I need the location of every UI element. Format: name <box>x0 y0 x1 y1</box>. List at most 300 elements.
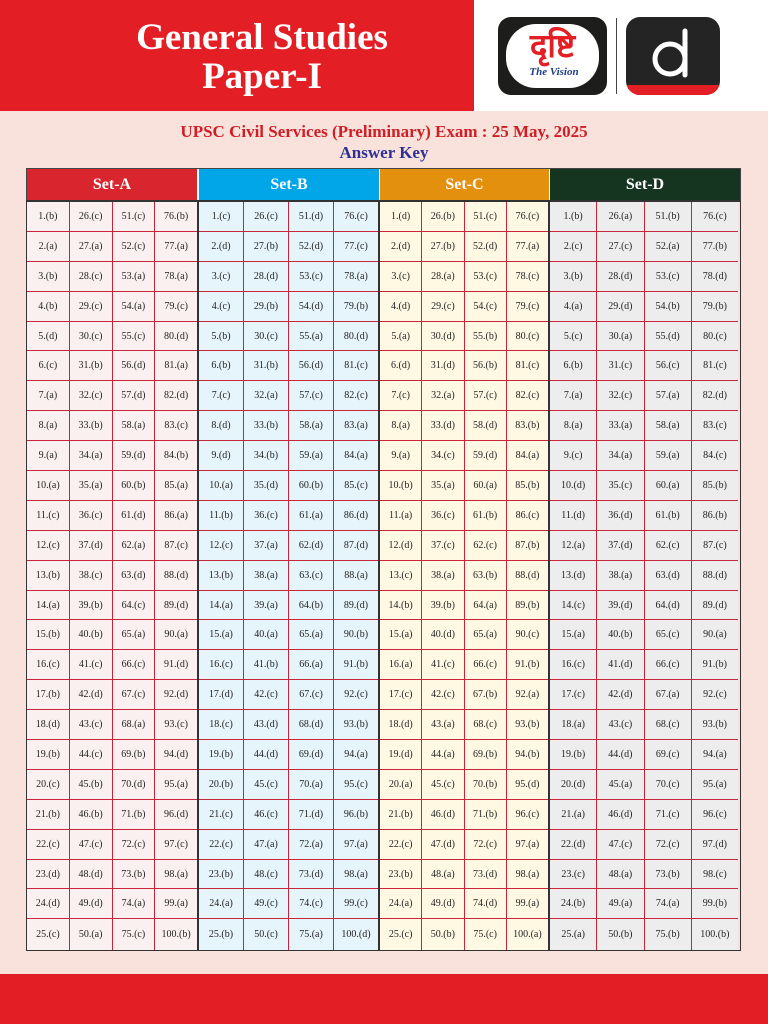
answer-cell: 26.(c) <box>244 202 289 231</box>
table-row <box>27 740 197 770</box>
answer-cell: 79.(b) <box>343 300 369 312</box>
answer-cell: 22.(d) <box>550 830 597 859</box>
answer-cell: 84.(c) <box>703 450 727 462</box>
table-row <box>199 561 378 591</box>
table-row <box>380 591 548 621</box>
answer-cell: 45.(c) <box>422 770 464 799</box>
answer-cell: 68.(c) <box>465 710 507 739</box>
answer-cell: 48.(c) <box>244 860 289 889</box>
table-row <box>550 561 738 591</box>
answer-cell: 61.(d) <box>113 501 156 530</box>
answer-cell: 17.(c) <box>550 680 597 709</box>
answer-cell: 38.(a) <box>597 561 644 590</box>
answer-cell: 16.(c) <box>27 650 70 679</box>
answer-cell: 46.(c) <box>244 800 289 829</box>
answer-cell: 47.(c) <box>70 830 113 859</box>
answer-cell: 19.(d) <box>380 740 422 769</box>
table-row <box>199 411 378 441</box>
answer-cell: 51.(c) <box>113 202 156 231</box>
answer-cell: 19.(b) <box>550 740 597 769</box>
table-row <box>550 202 738 232</box>
answer-cell: 87.(c) <box>164 539 188 551</box>
set-d-answers <box>550 202 738 950</box>
table-row <box>550 830 738 860</box>
answer-cell: 56.(c) <box>645 351 692 380</box>
answer-cell: 69.(c) <box>645 740 692 769</box>
answer-cell: 23.(b) <box>380 860 422 889</box>
table-row <box>380 830 548 860</box>
answer-cell: 13.(b) <box>199 561 244 590</box>
answer-cell: 4.(b) <box>27 292 70 321</box>
answer-cell: 94.(a) <box>703 748 727 760</box>
table-row <box>380 441 548 471</box>
set-a-header: Set-A <box>27 169 199 200</box>
page-title-line2: Paper-I <box>202 56 322 97</box>
answer-cell: 81.(c) <box>344 360 368 372</box>
answer-cell: 8.(a) <box>27 411 70 440</box>
answer-cell: 55.(d) <box>645 322 692 351</box>
answer-cell: 88.(d) <box>164 569 189 581</box>
answer-cell: 64.(d) <box>645 591 692 620</box>
table-row <box>550 680 738 710</box>
answer-cell: 27.(c) <box>597 232 644 261</box>
answer-cell: 88.(d) <box>515 569 540 581</box>
answer-cell: 74.(a) <box>113 889 156 918</box>
answer-cell: 44.(d) <box>597 740 644 769</box>
answer-cell: 94.(a) <box>344 748 368 760</box>
table-row <box>27 381 197 411</box>
answer-cell: 28.(d) <box>244 262 289 291</box>
answer-cell: 37.(d) <box>70 531 113 560</box>
answer-cell: 19.(b) <box>27 740 70 769</box>
drishti-logo-script: दृष्टि <box>529 26 576 65</box>
answer-cell: 78.(c) <box>515 270 540 282</box>
answer-cell: 33.(d) <box>422 411 464 440</box>
answer-cell: 87.(d) <box>343 539 369 551</box>
table-row <box>199 680 378 710</box>
table-row <box>550 620 738 650</box>
table-row <box>27 441 197 471</box>
answer-cell: 76.(b) <box>164 210 189 222</box>
answer-cell: 86.(d) <box>343 509 369 521</box>
answer-cell: 36.(c) <box>70 501 113 530</box>
answer-cell: 15.(b) <box>27 620 70 649</box>
answer-cell: 56.(d) <box>289 351 334 380</box>
answer-cell: 60.(b) <box>289 471 334 500</box>
table-row <box>380 262 548 292</box>
answer-cell: 39.(a) <box>244 591 289 620</box>
answer-cell: 79.(b) <box>702 300 727 312</box>
answer-cell: 48.(a) <box>422 860 464 889</box>
table-row <box>27 232 197 262</box>
answer-cell: 77.(b) <box>702 240 727 252</box>
answer-cell: 24.(d) <box>27 889 70 918</box>
answer-cell: 93.(b) <box>702 719 727 731</box>
answer-cell: 56.(b) <box>465 351 507 380</box>
table-row <box>380 740 548 770</box>
table-row <box>27 860 197 890</box>
set-b-answers <box>199 202 380 950</box>
answer-cell: 25.(a) <box>550 919 597 950</box>
answer-cell: 24.(a) <box>380 889 422 918</box>
set-b-header: Set-B <box>199 169 380 200</box>
table-row <box>550 919 738 950</box>
table-row <box>199 620 378 650</box>
answer-cell: 32.(a) <box>244 381 289 410</box>
answer-cell: 43.(c) <box>70 710 113 739</box>
table-row <box>199 292 378 322</box>
answer-cell: 67.(c) <box>113 680 156 709</box>
answer-cell: 92.(c) <box>344 689 368 701</box>
answer-cell: 27.(b) <box>422 232 464 261</box>
answer-cell: 72.(c) <box>113 830 156 859</box>
answer-cell: 31.(b) <box>70 351 113 380</box>
answer-cell: 14.(c) <box>550 591 597 620</box>
answer-cell: 49.(a) <box>597 889 644 918</box>
answer-cell: 15.(a) <box>380 620 422 649</box>
table-row <box>550 292 738 322</box>
answer-cell: 8.(a) <box>550 411 597 440</box>
table-row <box>550 411 738 441</box>
page-title-line1: General Studies <box>136 17 388 58</box>
answer-cell: 95.(a) <box>164 778 188 790</box>
answer-cell: 51.(c) <box>465 202 507 231</box>
answer-cell: 35.(a) <box>422 471 464 500</box>
answer-cell: 17.(c) <box>380 680 422 709</box>
answer-cell: 44.(a) <box>422 740 464 769</box>
table-row <box>550 860 738 890</box>
answer-cell: 95.(a) <box>703 778 727 790</box>
answer-cell: 7.(a) <box>550 381 597 410</box>
table-row <box>199 650 378 680</box>
answer-cell: 30.(a) <box>597 322 644 351</box>
answer-cell: 54.(d) <box>289 292 334 321</box>
answer-key-table <box>26 168 741 952</box>
answer-cell: 91.(b) <box>515 659 540 671</box>
answer-cell: 80.(d) <box>343 330 369 342</box>
answer-cell: 94.(b) <box>515 748 540 760</box>
answer-cell: 53.(a) <box>113 262 156 291</box>
answer-cell: 2.(a) <box>27 232 70 261</box>
table-row <box>27 800 197 830</box>
table-row <box>550 800 738 830</box>
answer-cell: 86.(a) <box>164 509 188 521</box>
answer-cell: 46.(d) <box>422 800 464 829</box>
answer-cell: 91.(b) <box>343 659 369 671</box>
table-row <box>199 202 378 232</box>
answer-cell: 63.(d) <box>113 561 156 590</box>
answer-cell: 72.(c) <box>645 830 692 859</box>
answer-cell: 47.(c) <box>597 830 644 859</box>
answer-cell: 20.(a) <box>380 770 422 799</box>
answer-cell: 18.(c) <box>199 710 244 739</box>
answer-cell: 54.(a) <box>113 292 156 321</box>
answer-cell: 69.(b) <box>113 740 156 769</box>
table-row <box>27 620 197 650</box>
answer-cell: 92.(c) <box>703 689 727 701</box>
answer-cell: 35.(a) <box>70 471 113 500</box>
answer-cell: 85.(a) <box>164 479 188 491</box>
table-row <box>27 889 197 919</box>
answer-cell: 54.(c) <box>465 292 507 321</box>
answer-cell: 59.(a) <box>289 441 334 470</box>
answer-cell: 58.(a) <box>289 411 334 440</box>
answer-cell: 35.(d) <box>244 471 289 500</box>
answer-cell: 77.(a) <box>515 240 540 252</box>
answer-cell: 50.(b) <box>597 919 644 950</box>
answer-cell: 81.(c) <box>515 360 540 372</box>
answer-cell: 7.(c) <box>199 381 244 410</box>
answer-cell: 5.(c) <box>550 322 597 351</box>
answer-cell: 67.(b) <box>465 680 507 709</box>
answer-cell: 69.(b) <box>465 740 507 769</box>
table-row <box>27 292 197 322</box>
answer-cell: 46.(b) <box>70 800 113 829</box>
answer-cell: 75.(a) <box>289 919 334 950</box>
answer-cell: 40.(b) <box>597 620 644 649</box>
answer-cell: 81.(a) <box>164 360 188 372</box>
answer-cell: 59.(d) <box>465 441 507 470</box>
answer-cell: 98.(a) <box>164 868 188 880</box>
answer-cell: 10.(a) <box>27 471 70 500</box>
answer-cell: 26.(a) <box>597 202 644 231</box>
table-row <box>199 889 378 919</box>
table-row <box>199 351 378 381</box>
table-row <box>199 262 378 292</box>
answer-cell: 29.(c) <box>422 292 464 321</box>
table-row <box>199 441 378 471</box>
answer-cell: 31.(c) <box>597 351 644 380</box>
answer-cell: 8.(d) <box>199 411 244 440</box>
answer-cell: 65.(a) <box>289 620 334 649</box>
table-row <box>199 381 378 411</box>
table-row <box>27 411 197 441</box>
answer-cell: 50.(c) <box>244 919 289 950</box>
answer-cell: 52.(d) <box>465 232 507 261</box>
answer-cell: 71.(d) <box>289 800 334 829</box>
answer-cell: 77.(c) <box>344 240 368 252</box>
answer-cell: 66.(c) <box>645 650 692 679</box>
answer-cell: 44.(c) <box>70 740 113 769</box>
answer-cell: 12.(c) <box>199 531 244 560</box>
answer-cell: 16.(c) <box>199 650 244 679</box>
answer-cell: 55.(b) <box>465 322 507 351</box>
answer-cell: 98.(a) <box>515 868 540 880</box>
table-row <box>380 650 548 680</box>
answer-cell: 90.(a) <box>703 629 727 641</box>
answer-cell: 13.(b) <box>27 561 70 590</box>
answer-cell: 14.(a) <box>27 591 70 620</box>
answer-cell: 30.(c) <box>70 322 113 351</box>
table-row <box>27 830 197 860</box>
answer-cell: 11.(d) <box>550 501 597 530</box>
answer-cell: 94.(d) <box>164 748 189 760</box>
answer-cell: 81.(c) <box>703 360 727 372</box>
answer-cell: 21.(b) <box>27 800 70 829</box>
page-title <box>0 18 524 96</box>
answer-cell: 73.(d) <box>465 860 507 889</box>
table-row <box>550 381 738 411</box>
answer-cell: 74.(c) <box>289 889 334 918</box>
answer-cell: 38.(c) <box>70 561 113 590</box>
answer-cell: 78.(d) <box>702 270 727 282</box>
table-row <box>380 770 548 800</box>
answer-cell: 42.(d) <box>70 680 113 709</box>
answer-cell: 17.(d) <box>199 680 244 709</box>
answer-cell: 39.(b) <box>422 591 464 620</box>
answer-cell: 97.(a) <box>344 838 368 850</box>
answer-cell: 29.(b) <box>244 292 289 321</box>
table-row <box>199 830 378 860</box>
answer-cell: 31.(d) <box>422 351 464 380</box>
table-row <box>550 322 738 352</box>
answer-cell: 64.(c) <box>113 591 156 620</box>
answer-cell: 18.(a) <box>550 710 597 739</box>
answer-cell: 66.(c) <box>465 650 507 679</box>
drishti-logo-tagline: The Vision <box>529 66 579 78</box>
answer-cell: 65.(a) <box>113 620 156 649</box>
answer-cell: 34.(a) <box>597 441 644 470</box>
answer-cell: 38.(a) <box>244 561 289 590</box>
answer-cell: 65.(c) <box>645 620 692 649</box>
table-row <box>380 800 548 830</box>
answer-cell: 73.(b) <box>645 860 692 889</box>
answer-cell: 83.(a) <box>344 420 368 432</box>
answer-cell: 82.(c) <box>515 390 540 402</box>
answer-cell: 86.(c) <box>515 509 540 521</box>
answer-cell: 9.(a) <box>27 441 70 470</box>
table-row <box>380 351 548 381</box>
answer-cell: 34.(c) <box>422 441 464 470</box>
answer-cell: 34.(b) <box>244 441 289 470</box>
answer-cell: 78.(a) <box>344 270 368 282</box>
table-row <box>199 800 378 830</box>
answer-cell: 55.(a) <box>289 322 334 351</box>
answer-cell: 61.(a) <box>289 501 334 530</box>
answer-cell: 100.(a) <box>513 929 542 941</box>
answer-cell: 50.(a) <box>70 919 113 950</box>
answer-cell: 28.(a) <box>422 262 464 291</box>
answer-cell: 20.(c) <box>27 770 70 799</box>
answer-cell: 62.(c) <box>465 531 507 560</box>
table-row <box>550 889 738 919</box>
answer-cell: 62.(d) <box>289 531 334 560</box>
answer-cell: 23.(d) <box>27 860 70 889</box>
answer-cell: 26.(b) <box>422 202 464 231</box>
answer-cell: 74.(a) <box>645 889 692 918</box>
answer-cell: 73.(d) <box>289 860 334 889</box>
answer-cell: 95.(d) <box>515 778 540 790</box>
answer-cell: 4.(a) <box>550 292 597 321</box>
answer-cell: 90.(b) <box>343 629 369 641</box>
answer-cell: 60.(a) <box>645 471 692 500</box>
answer-cell: 84.(a) <box>515 450 540 462</box>
table-row <box>27 202 197 232</box>
table-row <box>380 919 548 950</box>
table-row <box>380 471 548 501</box>
answer-cell: 75.(c) <box>113 919 156 950</box>
answer-cell: 66.(a) <box>289 650 334 679</box>
drishti-app-logo <box>626 17 720 95</box>
answer-cell: 68.(c) <box>645 710 692 739</box>
answer-cell: 66.(c) <box>113 650 156 679</box>
answer-cell: 93.(b) <box>343 719 369 731</box>
answer-cell: 92.(a) <box>515 689 540 701</box>
answer-cell: 57.(c) <box>465 381 507 410</box>
answer-cell: 62.(c) <box>645 531 692 560</box>
answer-cell: 5.(a) <box>380 322 422 351</box>
footer-bar <box>0 974 768 1024</box>
answer-cell: 68.(d) <box>289 710 334 739</box>
answer-cell: 90.(c) <box>515 629 540 641</box>
answer-cell: 70.(b) <box>465 770 507 799</box>
answer-cell: 21.(a) <box>550 800 597 829</box>
answer-cell: 2.(c) <box>550 232 597 261</box>
answer-cell: 96.(c) <box>703 808 727 820</box>
answer-cell: 39.(d) <box>597 591 644 620</box>
answer-cell: 29.(d) <box>597 292 644 321</box>
answer-cell: 48.(a) <box>597 860 644 889</box>
answer-cell: 47.(d) <box>422 830 464 859</box>
table-row <box>380 860 548 890</box>
answer-cell: 77.(a) <box>164 240 188 252</box>
answer-cell: 25.(c) <box>27 919 70 950</box>
table-row <box>380 501 548 531</box>
answer-cell: 49.(c) <box>244 889 289 918</box>
answer-cell: 30.(d) <box>422 322 464 351</box>
answer-cell: 69.(d) <box>289 740 334 769</box>
answer-cell: 3.(c) <box>380 262 422 291</box>
answer-cell: 22.(c) <box>27 830 70 859</box>
answer-cell: 78.(a) <box>164 270 188 282</box>
answer-cell: 25.(c) <box>380 919 422 950</box>
table-row <box>380 322 548 352</box>
answer-cell: 73.(b) <box>113 860 156 889</box>
table-row <box>550 351 738 381</box>
answer-cell: 75.(b) <box>645 919 692 950</box>
drishti-logo <box>498 17 607 95</box>
answer-cell: 36.(c) <box>422 501 464 530</box>
answer-cell: 61.(b) <box>645 501 692 530</box>
set-c-answers <box>380 202 550 950</box>
answer-cell: 54.(b) <box>645 292 692 321</box>
answer-cell: 99.(c) <box>344 898 368 910</box>
set-a-answers <box>27 202 199 950</box>
table-row <box>27 322 197 352</box>
answer-cell: 1.(c) <box>199 202 244 231</box>
answer-cell: 17.(b) <box>27 680 70 709</box>
answer-cell: 85.(b) <box>515 479 540 491</box>
answer-cell: 87.(c) <box>703 539 727 551</box>
answer-cell: 96.(c) <box>515 808 540 820</box>
table-row <box>550 441 738 471</box>
table-row <box>550 770 738 800</box>
answer-cell: 84.(b) <box>164 450 189 462</box>
table-row <box>380 381 548 411</box>
answer-cell: 14.(b) <box>380 591 422 620</box>
table-row <box>27 531 197 561</box>
answer-cell: 13.(c) <box>380 561 422 590</box>
answer-cell: 9.(c) <box>550 441 597 470</box>
answer-cell: 93.(c) <box>164 719 188 731</box>
answer-cell: 68.(a) <box>113 710 156 739</box>
answer-cell: 28.(c) <box>70 262 113 291</box>
table-row <box>27 919 197 950</box>
answer-cell: 49.(d) <box>70 889 113 918</box>
answer-cell: 5.(d) <box>27 322 70 351</box>
answer-cell: 85.(c) <box>344 479 368 491</box>
answer-cell: 18.(d) <box>27 710 70 739</box>
